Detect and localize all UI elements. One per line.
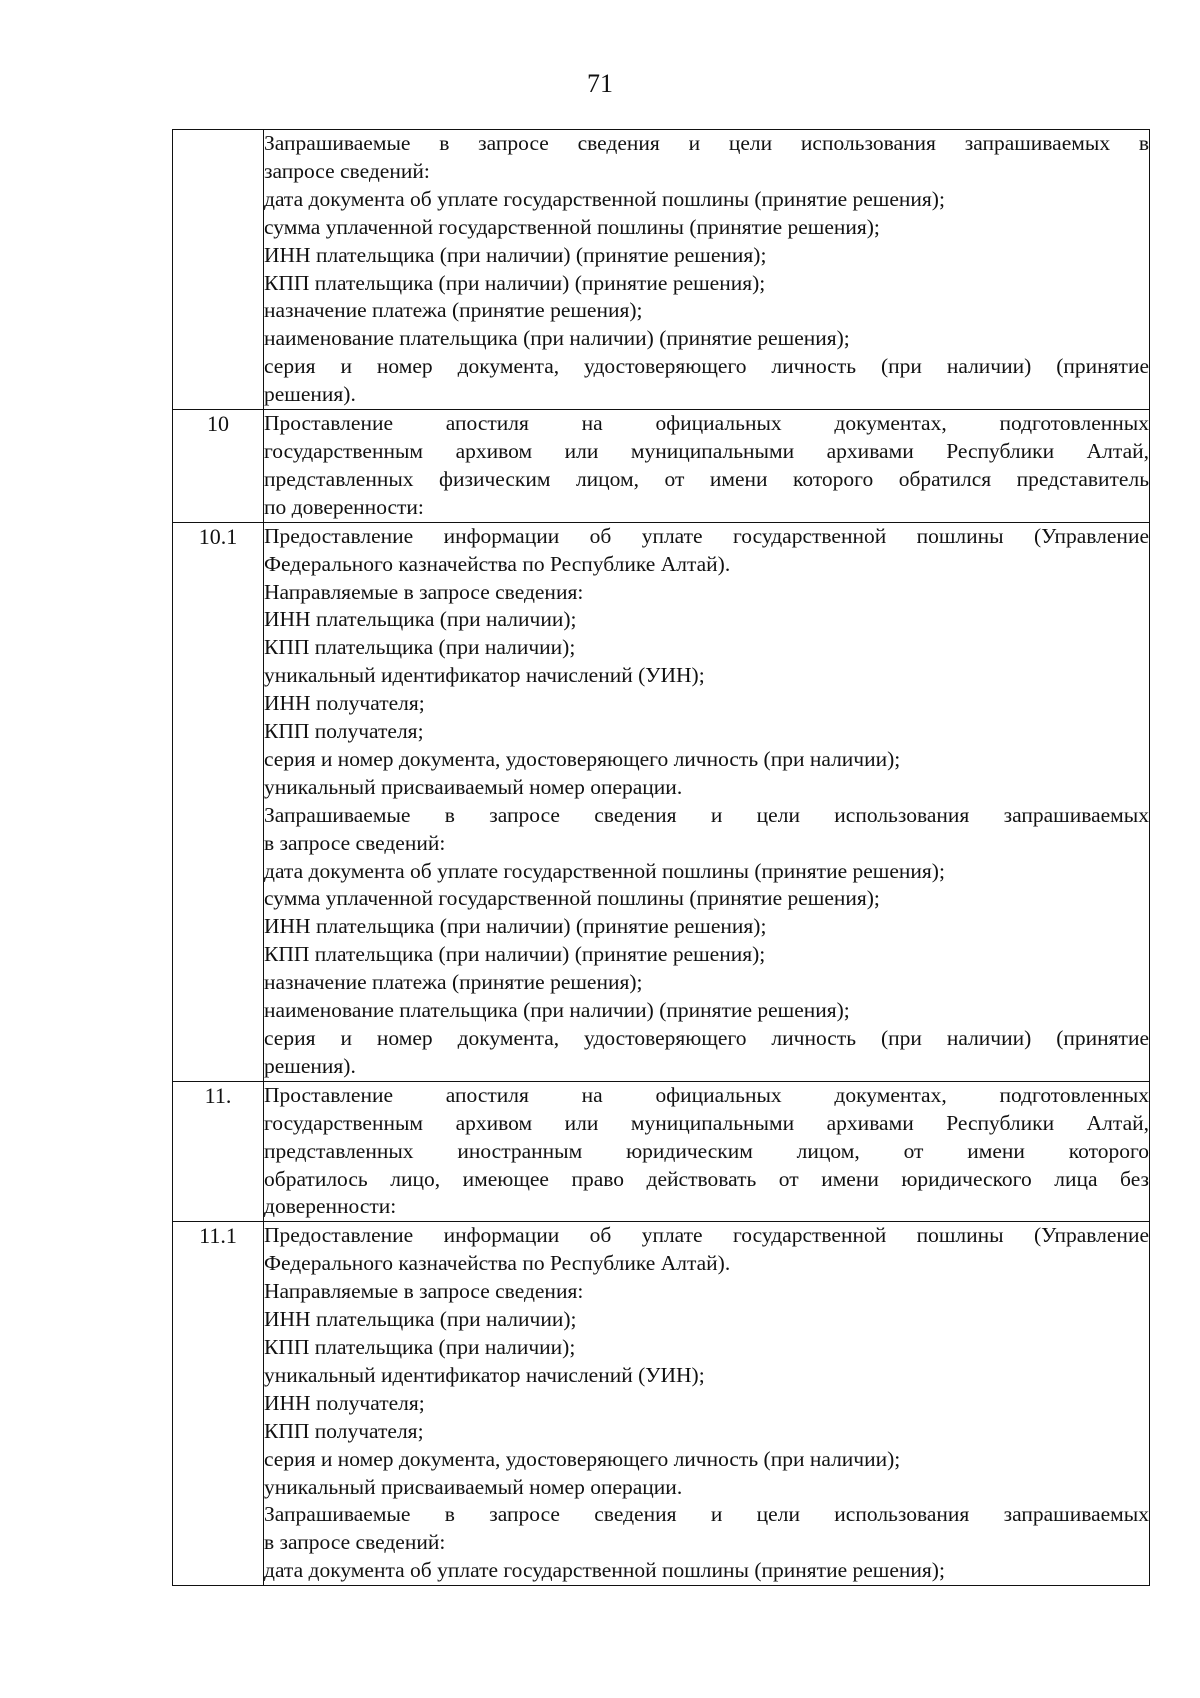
table-row [173,522,1150,1081]
row-content [264,410,1150,523]
content-line: в запросе сведений: [264,1530,446,1555]
content-line: Запрашиваемые в запросе сведения и цели использования запрашиваемых [264,802,1149,827]
content-line: наименование плательщика (при наличии) (принятие решения); [264,326,850,351]
content-line: КПП получателя; [264,719,424,744]
table-row [173,410,1150,523]
content-line: КПП плательщика (при наличии); [264,1334,576,1359]
content-line: запросе сведений: [264,158,430,183]
content-line: назначение платежа (принятие решения); [264,298,643,323]
content-line: государственным архивом или муниципальными архивами Республики Алтай, [264,1110,1149,1135]
content-line: дата документа об уплате государственной пошлины (принятие решения); [264,186,945,211]
content-line: серия и номер документа, удостоверяющего личность (при наличии); [264,1446,901,1471]
row-content [264,130,1150,410]
content-line: Направляемые в запросе сведения: [264,579,584,604]
content-line: КПП плательщика (при наличии) (принятие решения); [264,270,766,295]
content-line: дата документа об уплате государственной пошлины (принятие решения); [264,1558,945,1583]
content-line: ИНН плательщика (при наличии) (принятие решения); [264,914,767,939]
content-line: уникальный идентификатор начислений (УИН); [264,1362,705,1387]
row-number: 11. [173,1081,264,1222]
content-line: Федерального казначейства по Республике Алтай). [264,1251,731,1276]
content-line: доверенности: [264,1194,397,1219]
content-line: дата документа об уплате государственной пошлины (принятие решения); [264,858,945,883]
content-line: обратилось лицо, имеющее право действовать от имени юридического лица без [264,1166,1149,1191]
table-body [173,130,1150,1586]
content-line: государственным архивом или муниципальными архивами Республики Алтай, [264,438,1149,463]
content-line: Проставление апостиля на официальных документах, подготовленных [264,1082,1149,1107]
table-row [173,1081,1150,1222]
content-line: серия и номер документа, удостоверяющего личность (при наличии) (принятие [264,1026,1149,1050]
content-line: КПП плательщика (при наличии); [264,635,576,660]
table-row [173,130,1150,410]
content-line: ИНН получателя; [264,691,425,716]
row-number [173,130,264,410]
content-line: серия и номер документа, удостоверяющего личность (при наличии) (принятие [264,354,1149,379]
content-line: уникальный присваиваемый номер операции. [264,1474,683,1499]
content-line: в запросе сведений: [264,830,446,855]
content-line: ИНН плательщика (при наличии) (принятие решения); [264,242,767,267]
row-number: 11.1 [173,1222,264,1586]
content-line: сумма уплаченной государственной пошлины (принятие решения); [264,886,880,911]
content-line: сумма уплаченной государственной пошлины (принятие решения); [264,214,880,239]
content-line: Федерального казначейства по Республике Алтай). [264,551,731,576]
document-table [172,129,1150,1586]
content-line: Проставление апостиля на официальных документах, подготовленных [264,411,1149,436]
row-number: 10.1 [173,522,264,1081]
content-line: решения). [264,1053,356,1078]
content-line: представленных иностранным юридическим лицом, от имени которого [264,1138,1149,1163]
row-content [264,1081,1150,1222]
content-line: уникальный присваиваемый номер операции. [264,774,683,799]
content-line: Запрашиваемые в запросе сведения и цели использования запрашиваемых в [264,131,1149,155]
content-line: Предоставление информации об уплате государственной пошлины (Управление [264,1223,1149,1248]
table-row [173,1222,1150,1586]
content-line: решения). [264,382,356,407]
row-content [264,1222,1150,1586]
content-line: Направляемые в запросе сведения: [264,1279,584,1304]
content-line: ИНН плательщика (при наличии); [264,607,577,632]
content-line: ИНН получателя; [264,1390,425,1415]
content-line: назначение платежа (принятие решения); [264,970,643,995]
content-line: КПП плательщика (при наличии) (принятие решения); [264,942,766,967]
content-line: по доверенности: [264,494,424,519]
content-line: КПП получателя; [264,1418,424,1443]
content-line: Запрашиваемые в запросе сведения и цели использования запрашиваемых [264,1502,1149,1527]
row-content [264,522,1150,1081]
content-line: ИНН плательщика (при наличии); [264,1307,577,1332]
content-line: уникальный идентификатор начислений (УИН); [264,663,705,688]
content-line: наименование плательщика (при наличии) (принятие решения); [264,998,850,1023]
content-line: серия и номер документа, удостоверяющего личность (при наличии); [264,746,901,771]
content-line: представленных физическим лицом, от имени которого обратился представитель [264,466,1149,491]
page-number: 71 [587,69,613,98]
content-line: Предоставление информации об уплате государственной пошлины (Управление [264,523,1149,548]
row-number: 10 [173,410,264,523]
